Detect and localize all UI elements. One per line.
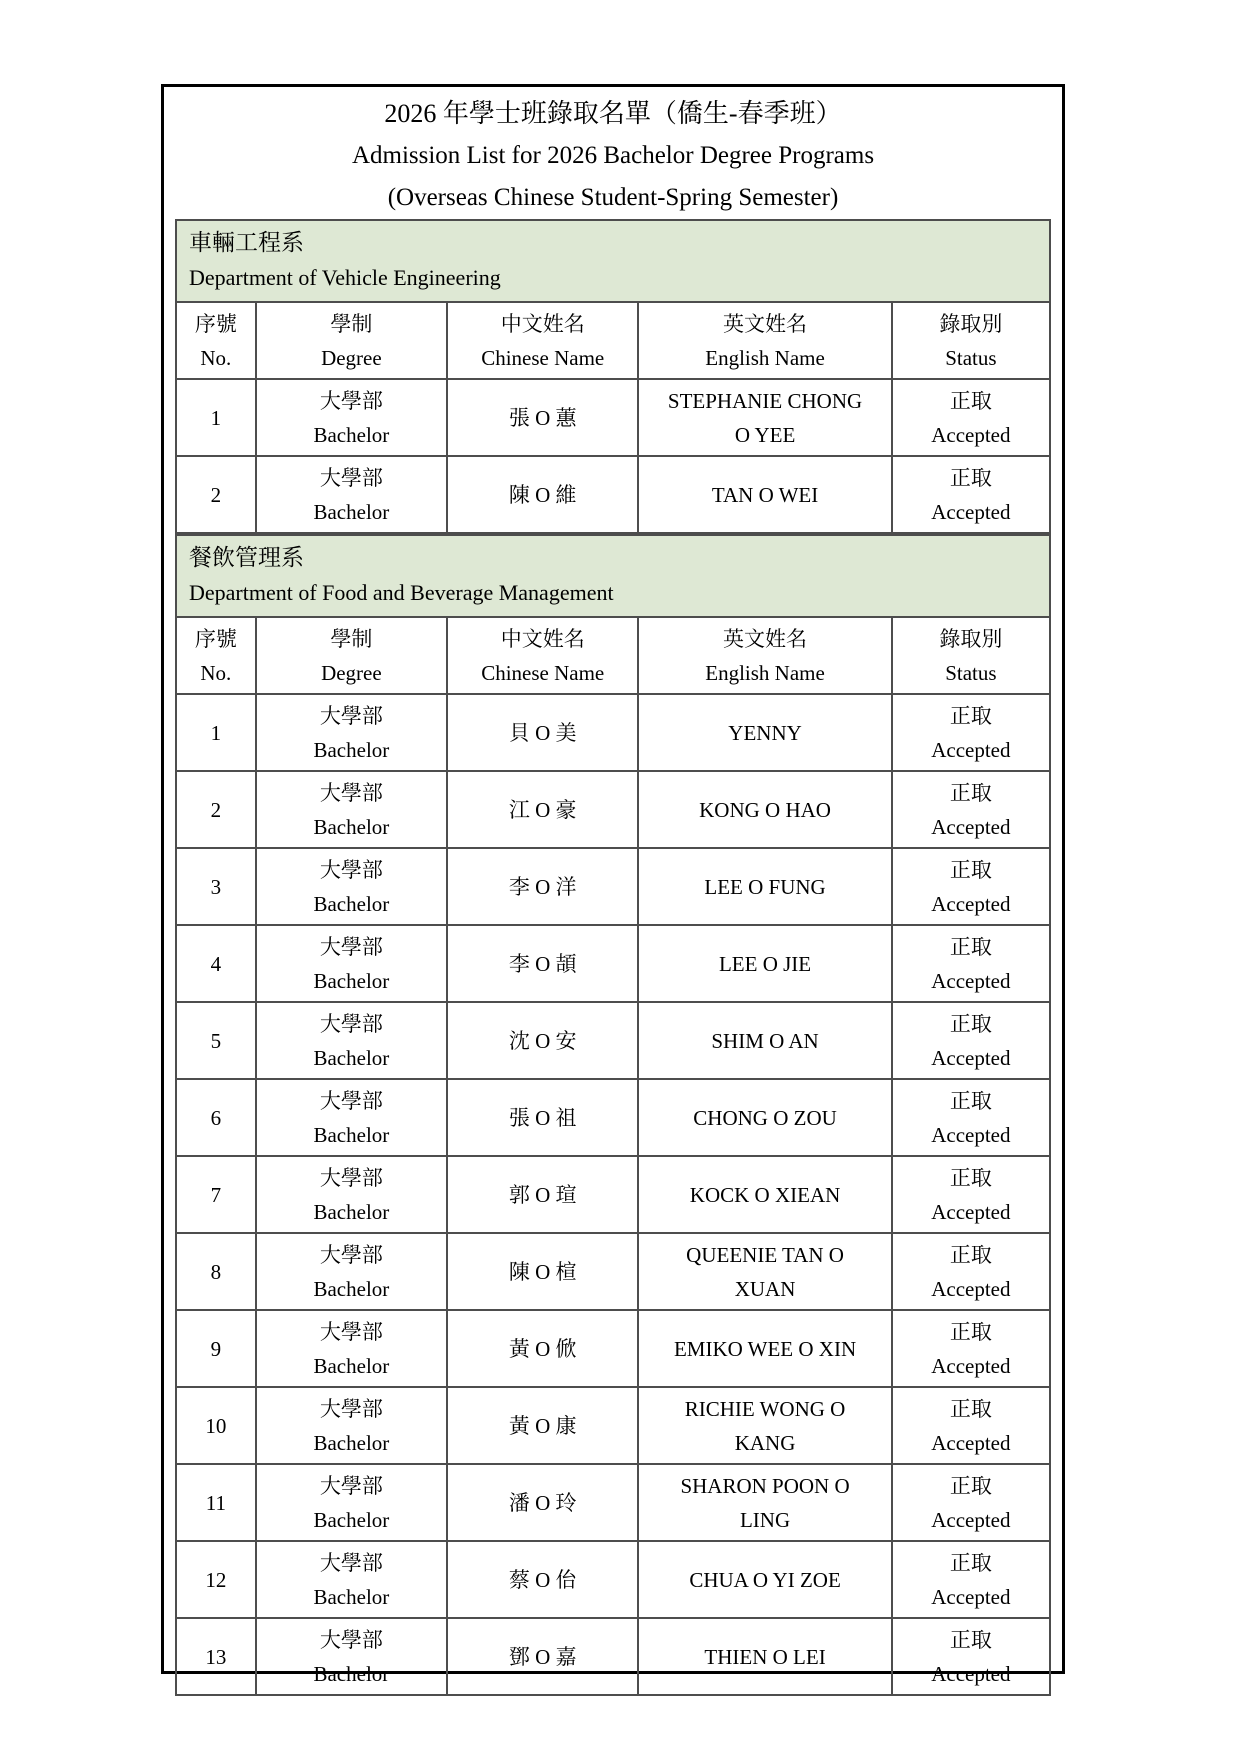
cell-english-name [638,1233,891,1310]
department-band [175,534,1051,618]
cell-chinese-name [447,1387,638,1464]
english-name-line: SHARON POON O [680,1473,850,1498]
cell-no [176,1233,256,1310]
header-ename [638,302,891,379]
row-number: 2 [210,482,222,507]
row-number: 2 [210,797,222,822]
cell-degree [256,771,447,848]
header-degree [256,302,447,379]
cell-degree [256,1464,447,1541]
degree-en: Bachelor [313,814,390,839]
english-name-line: TAN O WEI [711,482,819,507]
table-row [176,925,1050,1002]
cell-no [176,379,256,456]
table-row [176,848,1050,925]
row-number: 9 [210,1336,222,1361]
degree-en: Bachelor [313,737,390,762]
degree-zh: 大學部 [319,1473,383,1498]
cell-english-name [638,1156,891,1233]
cell-degree [256,1387,447,1464]
cell-chinese-name [447,1002,638,1079]
cell-no [176,1310,256,1387]
document-title-block [164,87,1062,219]
header-degree-en: Degree [321,660,382,685]
cell-status [892,1541,1050,1618]
table-row [176,694,1050,771]
degree-en: Bachelor [313,422,390,447]
cell-chinese-name [447,694,638,771]
cell-degree [256,694,447,771]
row-number: 12 [205,1567,227,1592]
cell-chinese-name [447,1541,638,1618]
header-no [176,617,256,694]
status-zh: 正取 [949,1550,992,1575]
cell-no [176,925,256,1002]
degree-en: Bachelor [313,1122,390,1147]
cell-degree [256,1002,447,1079]
status-zh: 正取 [949,1319,992,1344]
degree-zh: 大學部 [319,1242,383,1267]
document-page-frame [161,84,1065,1686]
status-zh: 正取 [949,1165,992,1190]
department-name-zh: 車輛工程系 [189,230,304,255]
degree-zh: 大學部 [319,1088,383,1113]
department-name-en: Department of Food and Beverage Management [189,580,614,605]
table-row [176,1618,1050,1695]
degree-en: Bachelor [313,968,390,993]
chinese-name: 鄧 O 嘉 [508,1644,577,1669]
header-status [892,617,1050,694]
cell-degree [256,456,447,533]
row-number: 6 [210,1105,222,1130]
cell-status [892,771,1050,848]
cell-no [176,1387,256,1464]
row-number: 4 [210,951,222,976]
admission-section [175,219,1051,534]
english-name-line: KONG O HAO [699,797,831,822]
cell-status [892,1002,1050,1079]
cell-status [892,379,1050,456]
cell-english-name [638,1464,891,1541]
degree-zh: 大學部 [319,1627,383,1652]
chinese-name: 陳 O 楦 [508,1259,577,1284]
table-row [176,1464,1050,1541]
header-status-zh: 錄取別 [939,626,1003,651]
status-zh: 正取 [949,1396,992,1421]
status-en: Accepted [931,1122,1011,1147]
chinese-name: 黃 O 俽 [508,1336,577,1361]
degree-en: Bachelor [313,499,390,524]
cell-status [892,1156,1050,1233]
header-status-en: Status [945,660,997,685]
english-name-line: XUAN [734,1276,796,1301]
degree-zh: 大學部 [319,1319,383,1344]
chinese-name: 張 O 祖 [508,1105,577,1130]
cell-status [892,456,1050,533]
cell-degree [256,1156,447,1233]
degree-en: Bachelor [313,1507,390,1532]
status-en: Accepted [931,1353,1011,1378]
chinese-name: 黃 O 康 [508,1413,577,1438]
document-title-en: Admission List for 2026 Bachelor Degree Programs [351,142,875,169]
status-en: Accepted [931,968,1011,993]
table-row [176,1541,1050,1618]
row-number: 11 [205,1490,226,1515]
row-number: 8 [210,1259,222,1284]
table-row [176,1079,1050,1156]
admission-table [175,616,1051,1696]
english-name-line: YENNY [728,720,802,745]
header-status-zh: 錄取別 [939,311,1003,336]
chinese-name: 沈 O 安 [508,1028,577,1053]
chinese-name: 江 O 豪 [508,797,577,822]
cell-no [176,1002,256,1079]
cell-chinese-name [447,1618,638,1695]
cell-status [892,848,1050,925]
cell-degree [256,1541,447,1618]
chinese-name: 貝 O 美 [508,720,577,745]
status-zh: 正取 [949,1088,992,1113]
degree-en: Bachelor [313,1276,390,1301]
cell-english-name [638,1002,891,1079]
status-en: Accepted [931,422,1011,447]
chinese-name: 李 O 頡 [508,951,577,976]
header-ename [638,617,891,694]
cell-chinese-name [447,848,638,925]
header-cname-en: Chinese Name [481,660,605,685]
degree-en: Bachelor [313,1661,390,1686]
status-en: Accepted [931,891,1011,916]
row-number: 7 [210,1182,222,1207]
cell-status [892,1079,1050,1156]
department-name-en: Department of Vehicle Engineering [189,265,501,290]
cell-degree [256,848,447,925]
cell-chinese-name [447,771,638,848]
status-zh: 正取 [949,1473,992,1498]
status-zh: 正取 [949,857,992,882]
english-name-line: QUEENIE TAN O [686,1242,844,1267]
header-cname [447,617,638,694]
header-no-zh: 序號 [194,626,237,651]
status-en: Accepted [931,737,1011,762]
degree-zh: 大學部 [319,1011,383,1036]
english-name-line: RICHIE WONG O [684,1396,846,1421]
cell-chinese-name [447,1310,638,1387]
chinese-name: 李 O 洋 [508,874,577,899]
degree-zh: 大學部 [319,703,383,728]
cell-chinese-name [447,925,638,1002]
english-name-line: LING [739,1507,791,1532]
row-number: 3 [210,874,222,899]
cell-english-name [638,1310,891,1387]
header-degree-zh: 學制 [330,311,373,336]
status-zh: 正取 [949,703,992,728]
cell-english-name [638,1079,891,1156]
row-number: 13 [205,1644,227,1669]
status-zh: 正取 [949,934,992,959]
cell-status [892,1464,1050,1541]
chinese-name: 蔡 O 佁 [508,1567,577,1592]
header-row [176,302,1050,379]
header-ename-en: English Name [705,660,825,685]
header-degree-en: Degree [321,345,382,370]
english-name-line: CHUA O YI ZOE [689,1567,841,1592]
english-name-line: LEE O JIE [718,951,812,976]
row-number: 10 [205,1413,227,1438]
header-degree [256,617,447,694]
admission-table [175,301,1051,534]
cell-degree [256,925,447,1002]
degree-en: Bachelor [313,1045,390,1070]
cell-english-name [638,1541,891,1618]
status-zh: 正取 [949,465,992,490]
row-number: 5 [210,1028,222,1053]
english-name-line: THIEN O LEI [704,1644,826,1669]
cell-english-name [638,694,891,771]
table-row [176,1002,1050,1079]
status-zh: 正取 [949,1011,992,1036]
header-ename-zh: 英文姓名 [723,626,808,651]
status-en: Accepted [931,1045,1011,1070]
chinese-name: 張 O 蕙 [508,405,577,430]
cell-no [176,694,256,771]
cell-chinese-name [447,379,638,456]
cell-no [176,1156,256,1233]
english-name-line: KANG [734,1430,796,1455]
status-en: Accepted [931,499,1011,524]
document-subtitle-en: (Overseas Chinese Student-Spring Semester) [387,184,839,211]
cell-status [892,1233,1050,1310]
table-row [176,771,1050,848]
degree-zh: 大學部 [319,780,383,805]
cell-chinese-name [447,1233,638,1310]
cell-status [892,1387,1050,1464]
header-cname-zh: 中文姓名 [500,311,585,336]
english-name-line: KOCK O XIEAN [689,1182,841,1207]
header-cname-en: Chinese Name [481,345,605,370]
status-zh: 正取 [949,780,992,805]
cell-status [892,1310,1050,1387]
degree-zh: 大學部 [319,388,383,413]
header-row [176,617,1050,694]
status-en: Accepted [931,814,1011,839]
admission-section [175,534,1051,1696]
row-number: 1 [210,405,222,430]
status-zh: 正取 [949,1627,992,1652]
degree-zh: 大學部 [319,1165,383,1190]
cell-no [176,1541,256,1618]
degree-zh: 大學部 [319,857,383,882]
english-name-line: CHONG O ZOU [693,1105,837,1130]
cell-no [176,456,256,533]
cell-no [176,1464,256,1541]
status-en: Accepted [931,1199,1011,1224]
cell-no [176,848,256,925]
degree-zh: 大學部 [319,1396,383,1421]
cell-no [176,1618,256,1695]
header-status [892,302,1050,379]
row-number: 1 [210,720,222,745]
status-zh: 正取 [949,1242,992,1267]
degree-zh: 大學部 [319,1550,383,1575]
degree-en: Bachelor [313,1430,390,1455]
cell-degree [256,1618,447,1695]
english-name-line: STEPHANIE CHONG [667,388,863,413]
english-name-line: O YEE [734,422,796,447]
cell-chinese-name [447,1464,638,1541]
status-en: Accepted [931,1584,1011,1609]
english-name-line: LEE O FUNG [704,874,826,899]
cell-english-name [638,1387,891,1464]
header-status-en: Status [945,345,997,370]
cell-chinese-name [447,1156,638,1233]
status-zh: 正取 [949,388,992,413]
table-row [176,1310,1050,1387]
status-en: Accepted [931,1276,1011,1301]
chinese-name: 郭 O 瑄 [508,1182,577,1207]
cell-status [892,925,1050,1002]
table-row [176,456,1050,533]
department-band [175,219,1051,303]
chinese-name: 潘 O 玲 [508,1490,577,1515]
degree-en: Bachelor [313,891,390,916]
degree-zh: 大學部 [319,934,383,959]
header-degree-zh: 學制 [330,626,373,651]
document-title-zh: 2026 年學士班錄取名單（僑生-春季班） [384,99,842,128]
cell-no [176,1079,256,1156]
cell-degree [256,379,447,456]
degree-en: Bachelor [313,1584,390,1609]
header-no [176,302,256,379]
department-name-zh: 餐飲管理系 [189,545,304,570]
cell-chinese-name [447,1079,638,1156]
degree-en: Bachelor [313,1353,390,1378]
table-row [176,1233,1050,1310]
cell-degree [256,1310,447,1387]
cell-status [892,1618,1050,1695]
cell-english-name [638,456,891,533]
chinese-name: 陳 O 維 [508,482,577,507]
status-en: Accepted [931,1507,1011,1532]
degree-zh: 大學部 [319,465,383,490]
cell-degree [256,1079,447,1156]
header-no-en: No. [200,660,232,685]
english-name-line: EMIKO WEE O XIN [673,1336,857,1361]
header-ename-zh: 英文姓名 [723,311,808,336]
header-cname-zh: 中文姓名 [500,626,585,651]
table-row [176,1387,1050,1464]
english-name-line: SHIM O AN [711,1028,819,1053]
cell-chinese-name [447,456,638,533]
sections-host [175,219,1051,1696]
status-en: Accepted [931,1430,1011,1455]
table-row [176,1156,1050,1233]
header-no-en: No. [200,345,232,370]
cell-degree [256,1233,447,1310]
cell-no [176,771,256,848]
cell-english-name [638,1618,891,1695]
cell-status [892,694,1050,771]
table-row [176,379,1050,456]
cell-english-name [638,848,891,925]
cell-english-name [638,925,891,1002]
header-no-zh: 序號 [194,311,237,336]
header-ename-en: English Name [705,345,825,370]
header-cname [447,302,638,379]
degree-en: Bachelor [313,1199,390,1224]
status-en: Accepted [931,1661,1011,1686]
cell-english-name [638,771,891,848]
cell-english-name [638,379,891,456]
